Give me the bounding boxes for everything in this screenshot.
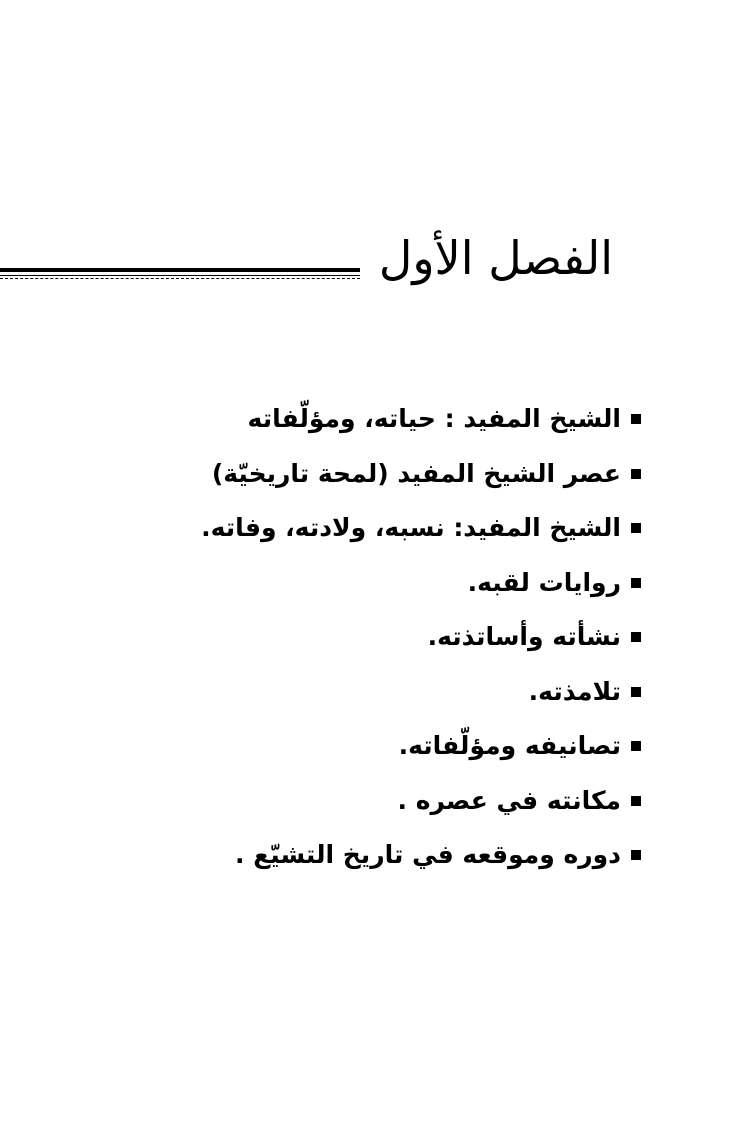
list-item-text: الشيخ المفيد : حياته، ومؤلّفاته — [247, 404, 621, 434]
chapter-header — [0, 228, 739, 298]
square-bullet-icon — [631, 741, 641, 751]
square-bullet-icon — [631, 850, 641, 860]
square-bullet-icon — [631, 632, 641, 642]
chapter-title: الفصل الأول — [378, 231, 613, 285]
list-item — [201, 392, 641, 447]
list-item-text: نشأته وأساتذته. — [427, 622, 621, 652]
square-bullet-icon — [631, 523, 641, 533]
list-item — [201, 556, 641, 611]
square-bullet-icon — [631, 687, 641, 697]
list-item-text: روايات لقبه. — [467, 567, 621, 597]
square-bullet-icon — [631, 796, 641, 806]
list-item-text: الشيخ المفيد: نسبه، ولادته، وفاته. — [201, 513, 621, 543]
list-item — [201, 774, 641, 829]
square-bullet-icon — [631, 469, 641, 479]
list-item-text: تلامذته. — [528, 676, 621, 706]
list-item — [201, 828, 641, 883]
list-item-text: تصانيفه ومؤلّفاته. — [398, 731, 621, 761]
square-bullet-icon — [631, 414, 641, 424]
list-item — [201, 665, 641, 720]
square-bullet-icon — [631, 578, 641, 588]
list-item — [201, 719, 641, 774]
decorative-rule — [0, 268, 360, 279]
list-item-text: دوره وموقعه في تاريخ التشيّع . — [235, 840, 621, 870]
list-item-text: مكانته في عصره . — [397, 785, 621, 815]
chapter-contents-list — [201, 392, 641, 883]
list-item — [201, 610, 641, 665]
list-item — [201, 501, 641, 556]
list-item — [201, 447, 641, 502]
list-item-text: عصر الشيخ المفيد (لمحة تاريخيّة) — [211, 458, 621, 488]
